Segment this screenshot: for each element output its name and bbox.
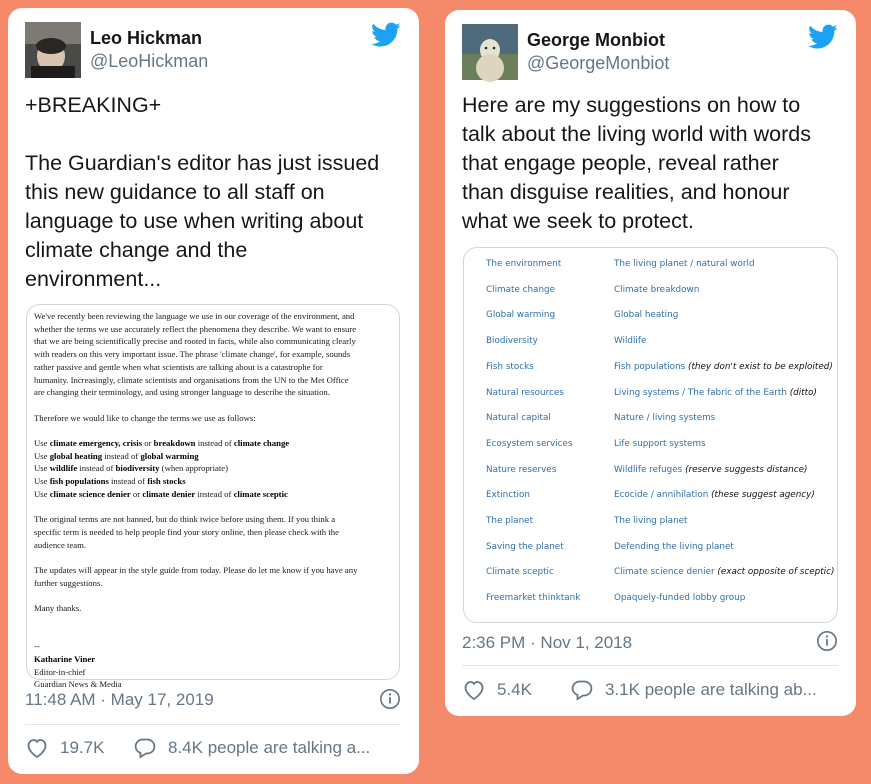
tweet-timestamp[interactable]: 2:36 PM · Nov 1, 2018: [462, 633, 633, 652]
new-term-label: Nature / living systems: [614, 413, 716, 424]
memo-rule: Use climate science denier or climate denier instead of climate sceptic: [34, 488, 288, 499]
new-term-label: Defending the living planet: [614, 541, 734, 552]
new-term: [614, 490, 815, 500]
terms-table-row: [464, 302, 837, 328]
terms-table-row: [464, 405, 837, 431]
new-term: [614, 336, 646, 346]
old-term: Ecosystem services: [486, 438, 573, 449]
memo-signer: Katharine Viner: [34, 653, 96, 664]
reply-bubble-icon[interactable]: [133, 736, 157, 760]
terms-table-row: [464, 559, 837, 585]
avatar-image-icon: [25, 22, 81, 78]
memo-line: humanity. Increasingly, climate scientists and organisations from the UN to the Met Office: [34, 374, 349, 385]
tweet-timestamp[interactable]: 11:48 AM · May 17, 2019: [25, 690, 214, 709]
new-term: [614, 516, 688, 526]
memo-rule: Use global heating instead of global warming: [34, 450, 199, 461]
memo-closing: Many thanks.: [34, 603, 82, 614]
old-term: Freemarket thinktank: [486, 593, 581, 604]
memo-line: audience team.: [34, 539, 87, 550]
memo-dash: --: [34, 641, 40, 652]
old-term: Climate change: [486, 284, 556, 295]
old-term: Natural capital: [486, 413, 551, 424]
memo-line: rather passive and gentle when what scientists are talking about is a catastrophe for: [34, 361, 323, 372]
memo-signer-org: Guardian News & Media: [34, 679, 122, 690]
memo-rule: Use wildlife instead of biodiversity (when appropriate): [34, 463, 229, 474]
info-icon[interactable]: [379, 688, 401, 710]
new-term: [614, 439, 706, 449]
new-term: [614, 593, 745, 603]
old-term: Global warming: [486, 310, 556, 321]
terms-table-row: [464, 457, 837, 483]
tweet-actions: [25, 736, 401, 762]
terms-table-row: [464, 508, 837, 534]
new-term: [614, 542, 734, 552]
memo-rule: Use fish populations instead of fish stocks: [34, 476, 186, 487]
new-term: [614, 567, 834, 577]
terms-table-row: [464, 380, 837, 406]
tweet-image-memo[interactable]: [26, 304, 400, 690]
new-term-label: Life support systems: [614, 438, 706, 449]
conversation-link[interactable]: 3.1K people are talking ab...: [605, 680, 817, 699]
terms-table-row: [464, 277, 837, 303]
memo-line: specific term is needed to help people find your story online, then please check with the: [34, 526, 339, 537]
memo-line: Therefore we would like to change the terms we use as follows:: [34, 412, 256, 423]
new-term: [614, 310, 678, 320]
new-term: [614, 465, 807, 475]
terms-table-row: [464, 534, 837, 560]
memo-line: that we are being scientifically precise and rooted in facts, while also communicating clearly: [34, 336, 356, 347]
new-term: [614, 362, 833, 372]
new-term-label: The living planet: [614, 516, 688, 526]
memo-line: are changing their terminology, and using stronger language to describe the situation.: [34, 387, 330, 398]
memo-rule: Use climate emergency, crisis or breakdown instead of climate change: [34, 438, 290, 448]
term-note: (ditto): [789, 387, 817, 398]
tweet-card-leo-hickman[interactable]: [8, 8, 419, 774]
new-term-label: The living planet / natural world: [614, 259, 755, 269]
memo-line: We've recently been reviewing the language we use in our coverage of the environment, and: [34, 311, 355, 321]
old-term: The environment: [486, 259, 562, 269]
terms-table-row: [464, 585, 837, 611]
new-term-label: Fish populations: [614, 361, 686, 372]
memo-intro-paragraph: [34, 310, 392, 399]
avatar[interactable]: [462, 24, 518, 80]
new-term-label: Wildlife: [614, 336, 647, 347]
new-term-label: Climate science denier: [614, 567, 715, 578]
old-term: The planet: [486, 516, 534, 526]
old-term: Climate sceptic: [486, 567, 554, 578]
new-term: [614, 259, 755, 269]
term-note: (these suggest agency): [711, 490, 815, 501]
like-count[interactable]: 19.7K: [60, 738, 105, 757]
term-note: (reserve suggests distance): [685, 464, 808, 475]
terms-table-row: [464, 482, 837, 508]
like-count[interactable]: 5.4K: [497, 680, 532, 699]
new-term: [614, 388, 817, 398]
tweet-actions: [462, 678, 838, 704]
divider: [462, 665, 838, 666]
divider: [25, 724, 401, 725]
old-term: Fish stocks: [486, 361, 534, 372]
tweet-text: Here are my suggestions on how to talk about the living world with words that engage people, reveal rather than disguise realities, and honour what we seek to protect.: [462, 93, 811, 233]
twitter-bird-icon[interactable]: [808, 24, 838, 50]
reply-bubble-icon[interactable]: [570, 678, 594, 702]
display-name[interactable]: Leo Hickman: [90, 28, 203, 48]
term-note: (exact opposite of sceptic): [717, 567, 835, 578]
new-term: [614, 413, 715, 423]
twitter-bird-icon[interactable]: [371, 22, 401, 48]
new-term-label: Ecocide / annihilation: [614, 490, 709, 501]
terms-table-row: [464, 328, 837, 354]
conversation-link[interactable]: 8.4K people are talking a...: [168, 738, 371, 757]
heart-icon[interactable]: [462, 678, 486, 702]
tweet-image-terms-table[interactable]: [463, 247, 838, 623]
user-handle[interactable]: @GeorgeMonbiot: [527, 53, 670, 73]
old-term: Biodiversity: [486, 336, 538, 347]
memo-line: The original terms are not banned, but do think twice before using them. If you think a: [34, 514, 336, 525]
old-term: Natural resources: [486, 387, 564, 398]
memo-line: whether the terms we use accurately reflect the phenomena they describe. We want to ensure: [34, 323, 357, 334]
new-term: [614, 285, 699, 295]
new-term-label: Climate breakdown: [614, 284, 700, 295]
memo-line: The updates will appear in the style guide from today. Please do let me know if you have any: [34, 565, 358, 575]
avatar[interactable]: [25, 22, 81, 78]
new-term-label: Wildlife refuges: [614, 464, 683, 475]
terms-table-row: [464, 431, 837, 457]
old-term: Extinction: [486, 490, 530, 501]
memo-line: further suggestions.: [34, 577, 103, 588]
memo-signer-title: Editor-in-chief: [34, 666, 86, 677]
tweet-text: +BREAKING+ The Guardian's editor has just issued this new guidance to all staff on language to use when writing about climate change and the environment...: [25, 93, 380, 291]
memo-line: with readers on this very important issue. The phrase 'climate change', for example, sounds: [34, 349, 351, 360]
heart-icon[interactable]: [25, 736, 49, 760]
tweet-card-george-monbiot[interactable]: [445, 10, 856, 716]
user-handle[interactable]: @LeoHickman: [90, 51, 209, 71]
new-term-label: Opaquely-funded lobby group: [614, 593, 746, 604]
avatar-image-icon: [462, 24, 518, 80]
terms-table-row: [464, 354, 837, 380]
display-name[interactable]: George Monbiot: [527, 30, 665, 50]
terms-table-row: [464, 251, 837, 277]
info-icon[interactable]: [816, 630, 838, 652]
term-note: (they don't exist to be exploited): [688, 361, 833, 372]
old-term: Saving the planet: [486, 541, 564, 552]
new-term-label: Global heating: [614, 310, 679, 321]
old-term: Nature reserves: [486, 464, 557, 475]
memo-rules-list: [34, 437, 392, 501]
new-term-label: Living systems / The fabric of the Earth: [614, 387, 787, 398]
